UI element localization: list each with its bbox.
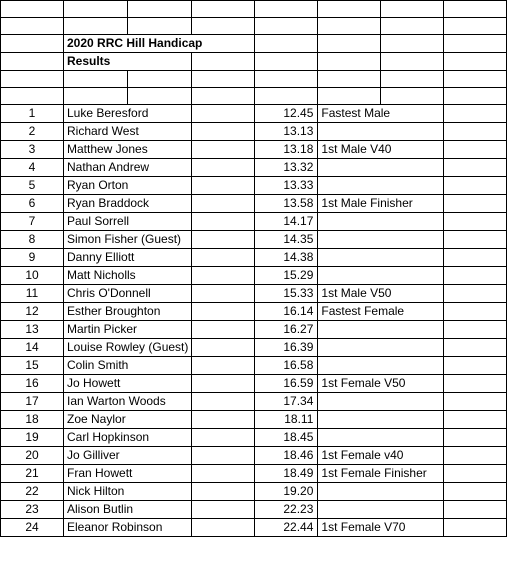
time-cell: 16.27 bbox=[255, 321, 318, 339]
table-row bbox=[1, 393, 507, 411]
empty-cell bbox=[444, 195, 507, 213]
runner-name-cell: Eleanor Robinson bbox=[64, 519, 192, 537]
time-cell: 19.20 bbox=[255, 483, 318, 501]
sheet-subtitle: Results bbox=[64, 53, 192, 71]
award-cell: 1st Male V40 bbox=[318, 141, 444, 159]
table-row bbox=[1, 231, 507, 249]
runner-name-cell: Danny Elliott bbox=[64, 249, 192, 267]
empty-cell bbox=[444, 519, 507, 537]
table-row bbox=[1, 177, 507, 195]
empty-cell bbox=[444, 339, 507, 357]
table-row bbox=[1, 465, 507, 483]
empty-cell bbox=[444, 141, 507, 159]
empty-cell bbox=[444, 447, 507, 465]
runner-name-cell: Simon Fisher (Guest) bbox=[64, 231, 192, 249]
runner-name-cell: Ryan Braddock bbox=[64, 195, 192, 213]
time-cell: 12.45 bbox=[255, 105, 318, 123]
position-cell: 19 bbox=[1, 429, 64, 447]
empty-cell bbox=[192, 393, 255, 411]
subtitle-row bbox=[1, 53, 507, 71]
runner-name-cell: Louise Rowley (Guest) bbox=[64, 339, 192, 357]
empty-cell bbox=[444, 429, 507, 447]
time-cell: 18.49 bbox=[255, 465, 318, 483]
time-cell: 16.58 bbox=[255, 357, 318, 375]
table-row bbox=[1, 105, 507, 123]
empty-cell bbox=[192, 231, 255, 249]
empty-cell bbox=[444, 321, 507, 339]
award-cell: 1st Female V70 bbox=[318, 519, 444, 537]
time-cell: 13.18 bbox=[255, 141, 318, 159]
empty-cell bbox=[192, 123, 255, 141]
position-cell: 6 bbox=[1, 195, 64, 213]
empty-cell bbox=[192, 105, 255, 123]
position-cell: 23 bbox=[1, 501, 64, 519]
time-cell: 18.46 bbox=[255, 447, 318, 465]
empty-cell bbox=[444, 267, 507, 285]
award-cell bbox=[318, 159, 444, 177]
table-row bbox=[1, 501, 507, 519]
time-cell: 13.33 bbox=[255, 177, 318, 195]
empty-cell bbox=[192, 303, 255, 321]
runner-name-cell: Nathan Andrew bbox=[64, 159, 192, 177]
table-row bbox=[1, 339, 507, 357]
time-cell: 13.32 bbox=[255, 159, 318, 177]
blank-row bbox=[1, 1, 507, 18]
award-cell: Fastest Male bbox=[318, 105, 444, 123]
award-cell bbox=[318, 123, 444, 141]
runner-name-cell: Colin Smith bbox=[64, 357, 192, 375]
position-cell: 24 bbox=[1, 519, 64, 537]
runner-name-cell: Luke Beresford bbox=[64, 105, 192, 123]
empty-cell bbox=[192, 267, 255, 285]
empty-cell bbox=[192, 141, 255, 159]
position-cell: 22 bbox=[1, 483, 64, 501]
empty-cell bbox=[192, 249, 255, 267]
table-row bbox=[1, 375, 507, 393]
table-row bbox=[1, 213, 507, 231]
time-cell: 14.17 bbox=[255, 213, 318, 231]
runner-name-cell: Richard West bbox=[64, 123, 192, 141]
award-cell bbox=[318, 357, 444, 375]
time-cell: 16.59 bbox=[255, 375, 318, 393]
empty-cell bbox=[192, 375, 255, 393]
time-cell: 15.33 bbox=[255, 285, 318, 303]
position-cell: 10 bbox=[1, 267, 64, 285]
blank-row bbox=[1, 71, 507, 88]
empty-cell bbox=[444, 393, 507, 411]
empty-cell bbox=[192, 357, 255, 375]
empty-cell bbox=[444, 249, 507, 267]
position-cell: 13 bbox=[1, 321, 64, 339]
award-cell bbox=[318, 411, 444, 429]
award-cell bbox=[318, 177, 444, 195]
position-cell: 1 bbox=[1, 105, 64, 123]
time-cell: 13.58 bbox=[255, 195, 318, 213]
award-cell bbox=[318, 231, 444, 249]
time-cell: 16.14 bbox=[255, 303, 318, 321]
runner-name-cell: Nick Hilton bbox=[64, 483, 192, 501]
position-cell: 9 bbox=[1, 249, 64, 267]
table-row bbox=[1, 141, 507, 159]
award-cell: 1st Male Finisher bbox=[318, 195, 444, 213]
table-row bbox=[1, 429, 507, 447]
empty-cell bbox=[192, 447, 255, 465]
position-cell: 11 bbox=[1, 285, 64, 303]
time-cell: 22.23 bbox=[255, 501, 318, 519]
position-cell: 17 bbox=[1, 393, 64, 411]
position-cell: 7 bbox=[1, 213, 64, 231]
position-cell: 20 bbox=[1, 447, 64, 465]
position-cell: 12 bbox=[1, 303, 64, 321]
empty-cell bbox=[444, 375, 507, 393]
table-row bbox=[1, 357, 507, 375]
time-cell: 16.39 bbox=[255, 339, 318, 357]
table-row bbox=[1, 321, 507, 339]
position-cell: 4 bbox=[1, 159, 64, 177]
table-row bbox=[1, 303, 507, 321]
empty-cell bbox=[192, 519, 255, 537]
time-cell: 14.35 bbox=[255, 231, 318, 249]
empty-cell bbox=[444, 357, 507, 375]
award-cell bbox=[318, 267, 444, 285]
time-cell: 18.45 bbox=[255, 429, 318, 447]
table-row bbox=[1, 159, 507, 177]
blank-row bbox=[1, 18, 507, 35]
sheet-title: 2020 RRC Hill Handicap bbox=[64, 35, 255, 53]
runner-name-cell: Fran Howett bbox=[64, 465, 192, 483]
position-cell: 18 bbox=[1, 411, 64, 429]
position-cell: 3 bbox=[1, 141, 64, 159]
title-row bbox=[1, 35, 507, 53]
empty-cell bbox=[192, 285, 255, 303]
table-row bbox=[1, 249, 507, 267]
empty-cell bbox=[444, 303, 507, 321]
table-row bbox=[1, 123, 507, 141]
runner-name-cell: Matt Nicholls bbox=[64, 267, 192, 285]
table-row bbox=[1, 411, 507, 429]
award-cell: 1st Female v40 bbox=[318, 447, 444, 465]
award-cell bbox=[318, 249, 444, 267]
empty-cell bbox=[192, 501, 255, 519]
table-row bbox=[1, 447, 507, 465]
position-cell: 14 bbox=[1, 339, 64, 357]
award-cell: 1st Female V50 bbox=[318, 375, 444, 393]
time-cell: 15.29 bbox=[255, 267, 318, 285]
runner-name-cell: Carl Hopkinson bbox=[64, 429, 192, 447]
empty-cell bbox=[192, 483, 255, 501]
runner-name-cell: Paul Sorrell bbox=[64, 213, 192, 231]
runner-name-cell: Ian Warton Woods bbox=[64, 393, 192, 411]
award-cell bbox=[318, 429, 444, 447]
empty-cell bbox=[444, 285, 507, 303]
runner-name-cell: Jo Howett bbox=[64, 375, 192, 393]
award-cell bbox=[318, 483, 444, 501]
empty-cell bbox=[192, 321, 255, 339]
runner-name-cell: Chris O'Donnell bbox=[64, 285, 192, 303]
time-cell: 22.44 bbox=[255, 519, 318, 537]
table-row bbox=[1, 267, 507, 285]
empty-cell bbox=[444, 465, 507, 483]
runner-name-cell: Martin Picker bbox=[64, 321, 192, 339]
time-cell: 18.11 bbox=[255, 411, 318, 429]
runner-name-cell: Ryan Orton bbox=[64, 177, 192, 195]
position-cell: 16 bbox=[1, 375, 64, 393]
empty-cell bbox=[444, 411, 507, 429]
award-cell bbox=[318, 501, 444, 519]
empty-cell bbox=[192, 195, 255, 213]
position-cell: 8 bbox=[1, 231, 64, 249]
empty-cell bbox=[444, 213, 507, 231]
empty-cell bbox=[192, 177, 255, 195]
award-cell bbox=[318, 393, 444, 411]
empty-cell bbox=[444, 177, 507, 195]
blank-row bbox=[1, 88, 507, 105]
award-cell: 1st Female Finisher bbox=[318, 465, 444, 483]
empty-cell bbox=[192, 159, 255, 177]
award-cell bbox=[318, 321, 444, 339]
award-cell: 1st Male V50 bbox=[318, 285, 444, 303]
empty-cell bbox=[192, 465, 255, 483]
empty-cell bbox=[192, 213, 255, 231]
time-cell: 13.13 bbox=[255, 123, 318, 141]
award-cell bbox=[318, 213, 444, 231]
award-cell bbox=[318, 339, 444, 357]
runner-name-cell: Alison Butlin bbox=[64, 501, 192, 519]
position-cell: 15 bbox=[1, 357, 64, 375]
position-cell: 21 bbox=[1, 465, 64, 483]
runner-name-cell: Jo Gilliver bbox=[64, 447, 192, 465]
position-cell: 2 bbox=[1, 123, 64, 141]
time-cell: 14.38 bbox=[255, 249, 318, 267]
empty-cell bbox=[192, 339, 255, 357]
empty-cell bbox=[444, 123, 507, 141]
runner-name-cell: Esther Broughton bbox=[64, 303, 192, 321]
time-cell: 17.34 bbox=[255, 393, 318, 411]
empty-cell bbox=[192, 411, 255, 429]
table-row bbox=[1, 285, 507, 303]
runner-name-cell: Zoe Naylor bbox=[64, 411, 192, 429]
position-cell: 5 bbox=[1, 177, 64, 195]
empty-cell bbox=[444, 159, 507, 177]
award-cell: Fastest Female bbox=[318, 303, 444, 321]
empty-cell bbox=[444, 501, 507, 519]
table-row bbox=[1, 483, 507, 501]
empty-cell bbox=[444, 231, 507, 249]
runner-name-cell: Matthew Jones bbox=[64, 141, 192, 159]
empty-cell bbox=[192, 429, 255, 447]
empty-cell bbox=[444, 105, 507, 123]
empty-cell bbox=[444, 483, 507, 501]
table-row bbox=[1, 519, 507, 537]
table-row bbox=[1, 195, 507, 213]
